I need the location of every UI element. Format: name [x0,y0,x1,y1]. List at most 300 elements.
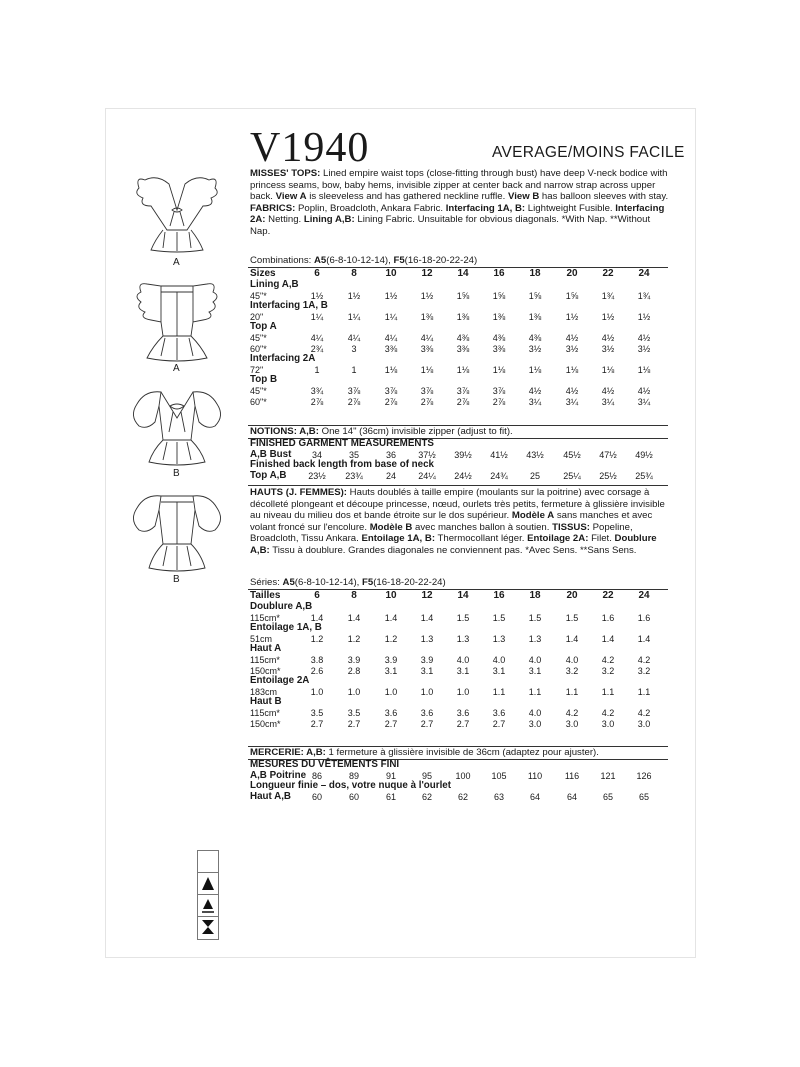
interfacing-1ab-label: Entoilage 1A, B: [361,533,436,545]
table-cell: 43½ [526,449,544,460]
row-label: 150cm* [250,718,281,729]
table-cell: 25¾ [635,470,653,481]
table-row [250,397,670,408]
view-label: A [173,257,180,268]
interfacing-1ab-text: Lightweight Fusible. [525,202,616,214]
table-cell: 3⅞ [492,385,506,396]
table-cell: 3.6 [456,707,470,718]
table-cell: 3.1 [456,665,470,676]
table-cell: 1⅛ [528,364,542,375]
size-range-code: A5 [282,577,295,588]
table-cell: 4½ [565,332,579,343]
table-row [250,471,670,482]
fabrics-text: Popeline, Broadcloth, Tissu Ankara. [250,521,633,545]
view-b-front-drawing [125,382,230,467]
table-cell: 1⅛ [384,364,398,375]
table-row [250,687,670,698]
row-label: 150cm* [250,665,281,676]
table-cell: 121 [600,770,616,781]
table-cell: 4.0 [565,654,579,665]
table-cell: 1⅜ [456,311,470,322]
row-label: Entoilage 1A, B [250,622,322,634]
row-label: 115cm* [250,654,280,665]
yardage-table-fr [250,590,670,729]
description-text: Lined empire waist tops (close-fitting through bust) have deep V-neck bodice with princess seams, bow, baby hems, invisible zipper at center back and narrow strap across upper back. [250,168,668,203]
table-cell: 1.0 [347,686,361,697]
notions-en [250,426,670,437]
table-cell: 1.3 [528,633,542,644]
legend-hourglass-box [198,917,218,939]
view-b-back-drawing [125,488,230,573]
table-row [250,386,670,397]
size-header-cell: 18 [529,268,541,279]
size-header-cell: 8 [351,590,357,601]
size-header-cell: 22 [602,590,614,601]
row-label: Lining A,B [250,279,299,290]
table-cell: 1.0 [310,686,324,697]
table-cell: 1.2 [347,633,361,644]
size-header-cell: 12 [421,268,433,279]
row-label: Interfacing 2A [250,353,316,365]
table-cell: 2.7 [384,718,398,729]
table-cell: 3.6 [384,707,398,718]
table-cell: 25 [529,470,540,481]
table-cell: 3.9 [420,654,434,665]
table-cell: 1⅛ [456,364,470,375]
table-cell: 37½ [418,449,436,460]
lining-label: Lining A,B: [303,214,355,226]
table-cell: 1.2 [310,633,324,644]
row-label: Haut A [250,643,282,655]
table-cell: 1¼ [347,311,361,322]
table-cell: 3.2 [601,665,615,676]
table-cell: 1.4 [310,612,324,623]
size-range-values: (16-18-20-22-24) [404,255,478,266]
table-cell: 36 [385,449,396,460]
table-cell: 1.5 [565,612,579,623]
size-header-cell: 22 [602,268,614,279]
view-a-label: View A [275,191,307,203]
table-cell: 63 [493,791,504,802]
table-cell: 24½ [454,470,472,481]
table-row [250,301,670,312]
notions-fr [250,747,670,758]
size-range-values: (6-8-10-12-14), [326,255,394,266]
table-cell: 1⅝ [528,290,542,301]
table-cell: 65 [638,791,649,802]
table-header-row [250,590,670,602]
table-cell: 1.4 [384,612,398,623]
size-header-cell: 16 [493,590,505,601]
table-cell: 3.1 [384,665,398,676]
row-label: 115cm* [250,707,280,718]
table-row [250,280,670,291]
triangle-up-icon [198,873,218,893]
interfacing-2a-label: Entoilage 2A: [527,533,589,545]
table-cell: 1.3 [492,633,506,644]
table-row [250,708,670,719]
table-cell: 100 [455,770,471,781]
description-fr [250,487,670,557]
table-cell: 1⅝ [565,290,579,301]
table-cell: 60 [311,791,322,802]
table-cell: 25¼ [563,470,581,481]
table-cell: 4.0 [456,654,470,665]
table-cell: 2¾ [310,343,324,354]
table-cell: 3.6 [492,707,506,718]
table-row [250,666,670,677]
interfacing-2a-text: Filet. [588,533,615,545]
row-label: 45"* [250,290,267,301]
description-text: avec manches ballon à soutien. [412,521,553,533]
table-cell: 4.0 [492,654,506,665]
table-cell: 1.4 [347,612,361,623]
size-header-cell: 18 [529,590,541,601]
table-cell: 45½ [563,449,581,460]
table-row [250,322,670,333]
size-range-code: A5 [314,255,327,266]
table-cell: 1.0 [384,686,398,697]
table-cell: 1½ [347,290,361,301]
table-cell: 4½ [601,385,615,396]
table-cell: 3¼ [637,396,651,407]
table-cell: 1 [314,364,320,375]
table-cell: 4.0 [528,654,542,665]
table-row [250,354,670,365]
divider [248,485,668,486]
size-header-cell: 24 [638,590,650,601]
row-label: Interfacing 1A, B [250,300,328,312]
symbol-legend [197,850,219,940]
table-cell: 1⅝ [456,290,470,301]
table-cell: 4.2 [601,654,615,665]
table-cell: 4½ [528,385,542,396]
table-row [250,365,670,376]
table-cell: 3⅞ [384,385,398,396]
notions-label: NOTIONS: A,B: [250,426,319,437]
table-cell: 1.4 [637,633,651,644]
table-cell: 4⅜ [528,332,542,343]
combinations-prefix: Séries: [250,577,283,588]
table-cell: 3⅞ [456,385,470,396]
view-a-label: Modèle A [511,510,555,522]
table-cell: 1⅛ [420,364,434,375]
table-cell: 2.8 [347,665,361,676]
table-cell: 1⅛ [492,364,506,375]
table-cell: 62 [457,791,468,802]
length-heading: Finished back length from base of neck [250,459,435,471]
row-label: Top A [250,321,277,333]
table-cell: 3⅞ [420,385,434,396]
fabrics-label: TISSUS: [552,521,590,533]
row-label: 72" [250,364,264,375]
table-cell: 34 [311,449,322,460]
table-cell: 61 [385,791,396,802]
size-range-code: F5 [361,577,374,588]
table-cell: 2.6 [310,665,324,676]
table-cell: 1.3 [420,633,434,644]
size-header-cell: 10 [385,268,397,279]
row-label: 45"* [250,385,267,396]
table-cell: 1¾ [637,290,651,301]
table-cell: 3⅜ [384,343,398,354]
measurements-fr [250,760,670,802]
row-label: Top A,B [250,469,287,481]
table-cell: 1½ [384,290,398,301]
table-cell: 3⅜ [420,343,434,354]
size-header-cell: 20 [566,590,578,601]
table-cell: 65 [602,791,613,802]
table-cell: 1½ [637,311,651,322]
table-cell: 1.4 [601,633,615,644]
hourglass-icon [198,917,218,937]
table-cell: 1.3 [456,633,470,644]
row-label: A,B Bust [250,448,292,460]
table-cell: 4¼ [347,332,361,343]
notions-text: One 14" (36cm) invisible zipper (adjust to fit). [318,426,513,437]
view-b-label: Modèle B [369,521,413,533]
table-row [250,312,670,323]
view-b-label: View B [507,191,540,203]
table-cell: 23¾ [345,470,363,481]
table-cell: 1.1 [492,686,506,697]
table-cell: 4¼ [420,332,434,343]
description-text: Hauts doublés à taille empire (moulants sur la poitrine) avec corsage à décolleté plongeant et découpe princesse, nœud, ourlets très petits, fermeture à glissière invisible au niveau du milieu dos et bande étroite sur le dos supérieur. [250,487,665,522]
table-cell: 116 [564,770,580,781]
table-cell: 3.0 [565,718,579,729]
table-cell: 1.5 [456,612,470,623]
row-label: 45"* [250,332,267,343]
table-row [250,602,670,613]
table-cell: 64 [566,791,577,802]
table-cell: 64 [529,791,540,802]
table-cell: 3.0 [528,718,542,729]
table-cell: 4½ [601,332,615,343]
table-cell: 1.6 [637,612,651,623]
table-cell: 1¼ [384,311,398,322]
legend-up-triangle-box [198,873,218,895]
table-cell: 3.1 [528,665,542,676]
lining-text: Lining Fabric. Unsuitable for obvious diagonals. *With Nap. **Without Nap. [250,214,651,237]
triangle-up-icon [198,895,218,915]
table-cell: 3½ [528,343,542,354]
table-cell: 3½ [601,343,615,354]
table-cell: 3¼ [601,396,615,407]
table-cell: 2⅞ [420,396,434,407]
table-cell: 1⅛ [565,364,579,375]
table-cell: 89 [348,770,359,781]
row-label: A,B Poitrine [250,769,307,781]
size-header-cell: 8 [351,268,357,279]
table-header-row [250,268,670,280]
table-cell: 3⅞ [347,385,361,396]
table-row [250,655,670,666]
table-cell: 1⅛ [601,364,615,375]
legend-up-down-triangle-box [198,895,218,917]
table-cell: 1½ [601,311,615,322]
table-cell: 3.2 [637,665,651,676]
fabrics-label: FABRICS: [250,202,296,214]
size-header-cell: 14 [457,590,469,601]
table-row [250,644,670,655]
sizes-label: Tailles [250,590,281,601]
table-cell: 4¼ [310,332,324,343]
size-header-cell: 10 [385,590,397,601]
description-en [250,168,670,238]
interfacing-2a-text: Netting. [265,214,304,226]
table-cell: 3 [351,343,357,354]
table-cell: 126 [636,770,652,781]
table-cell: 3¼ [565,396,579,407]
size-range-values: (6-8-10-12-14), [294,577,362,588]
table-cell: 25½ [599,470,617,481]
table-cell: 1.0 [420,686,434,697]
table-cell: 2.7 [456,718,470,729]
size-header-cell: 12 [421,590,433,601]
description-text: sans manches et avec volant froncé sur l'encolure. [250,510,653,533]
table-cell: 4.0 [528,707,542,718]
table-cell: 1½ [565,311,579,322]
table-cell: 3⅜ [492,343,506,354]
size-header-cell: 16 [493,268,505,279]
description-text: has balloon sleeves with stay. [539,191,669,203]
table-cell: 4¼ [384,332,398,343]
table-cell: 4⅜ [492,332,506,343]
table-cell: 62 [421,791,432,802]
table-cell: 1 [351,364,357,375]
table-cell: 1½ [420,290,434,301]
table-cell: 4.2 [601,707,615,718]
size-range-code: F5 [393,255,405,266]
table-cell: 1⅜ [528,311,542,322]
table-cell: 1.4 [565,633,579,644]
table-cell: 2.7 [420,718,434,729]
table-row [250,697,670,708]
table-cell: 1.5 [528,612,542,623]
table-cell: 49½ [635,449,653,460]
table-cell: 1.1 [637,686,651,697]
view-a-back-drawing [125,278,230,363]
pattern-number: V1940 [250,125,370,171]
row-label: 115cm* [250,612,280,623]
table-cell: 3.2 [565,665,579,676]
row-label: Doublure A,B [250,601,313,612]
table-cell: 2⅞ [492,396,506,407]
table-cell: 2⅞ [310,396,324,407]
table-cell: 3.5 [310,707,324,718]
table-cell: 3.0 [637,718,651,729]
table-cell: 95 [421,770,432,781]
table-cell: 4½ [637,332,651,343]
table-row [250,719,670,730]
table-row [250,623,670,634]
table-cell: 23½ [308,470,326,481]
interfacing-2a-label: Interfacing 2A: [250,202,665,226]
notions-label: MERCERIE: A,B: [250,747,326,758]
description-lead: MISSES' TOPS: [250,168,321,179]
table-cell: 1⅝ [492,290,506,301]
description-lead: HAUTS (J. FEMMES): [250,487,348,498]
view-label: B [173,468,180,479]
table-cell: 3.5 [347,707,361,718]
combinations-fr [250,577,446,588]
table-cell: 39½ [454,449,472,460]
table-cell: 1.5 [492,612,506,623]
table-cell: 3.1 [420,665,434,676]
table-cell: 3⅜ [456,343,470,354]
table-row [250,333,670,344]
lining-text: Tissu à doublure. Grandes diagonales ne conviennent pas. *Avec Sens. **Sans Sens. [269,544,637,556]
table-row [250,676,670,687]
table-cell: 35 [348,449,359,460]
row-label: Top B [250,374,278,386]
table-cell: 41½ [490,449,508,460]
table-cell: 3¼ [528,396,542,407]
table-row [250,375,670,386]
view-label: B [173,574,180,585]
table-cell: 3.8 [310,654,324,665]
table-row [250,792,670,803]
table-cell: 4.2 [637,707,651,718]
table-cell: 60 [348,791,359,802]
table-cell: 3.0 [601,718,615,729]
row-label: Haut A,B [250,790,292,802]
table-row [250,634,670,645]
table-cell: 3.9 [347,654,361,665]
table-cell: 1.2 [384,633,398,644]
table-cell: 3½ [637,343,651,354]
table-cell: 24 [385,470,396,481]
table-cell: 24¼ [418,470,436,481]
fabrics-text: Poplin, Broadcloth, Ankara Fabric. [295,202,446,214]
table-cell: 1⅜ [492,311,506,322]
table-cell: 1.1 [565,686,579,697]
view-a-front-drawing [125,170,230,255]
length-heading: Longueur finie – dos, votre nuque à l'ourlet [250,780,452,792]
view-label: A [173,363,180,374]
table-cell: 47½ [599,449,617,460]
table-cell: 86 [311,770,322,781]
measurements-en [250,439,670,481]
table-cell: 4.2 [565,707,579,718]
table-cell: 4⅜ [456,332,470,343]
table-cell: 1⅜ [420,311,434,322]
lining-label: Doublure A,B: [250,533,657,556]
row-label: 60"* [250,396,267,407]
table-cell: 4½ [637,385,651,396]
table-cell: 1.1 [528,686,542,697]
table-cell: 3¾ [310,385,324,396]
table-cell: 110 [527,770,543,781]
table-cell: 2⅞ [347,396,361,407]
size-header-cell: 24 [638,268,650,279]
table-cell: 24¾ [490,470,508,481]
interfacing-1ab-text: Thermocollant léger. [435,533,528,545]
row-label: 20" [250,311,264,322]
table-cell: 1.0 [456,686,470,697]
sizes-label: Sizes [250,268,276,279]
size-header-cell: 6 [314,268,320,279]
table-cell: 1.1 [601,686,615,697]
row-label: 183cm [250,686,278,697]
table-cell: 3½ [565,343,579,354]
combinations-en [250,255,477,266]
table-cell: 1½ [310,290,324,301]
table-cell: 2⅞ [384,396,398,407]
yardage-table-en [250,268,670,407]
legend-blank-box [198,851,218,873]
table-cell: 105 [491,770,507,781]
